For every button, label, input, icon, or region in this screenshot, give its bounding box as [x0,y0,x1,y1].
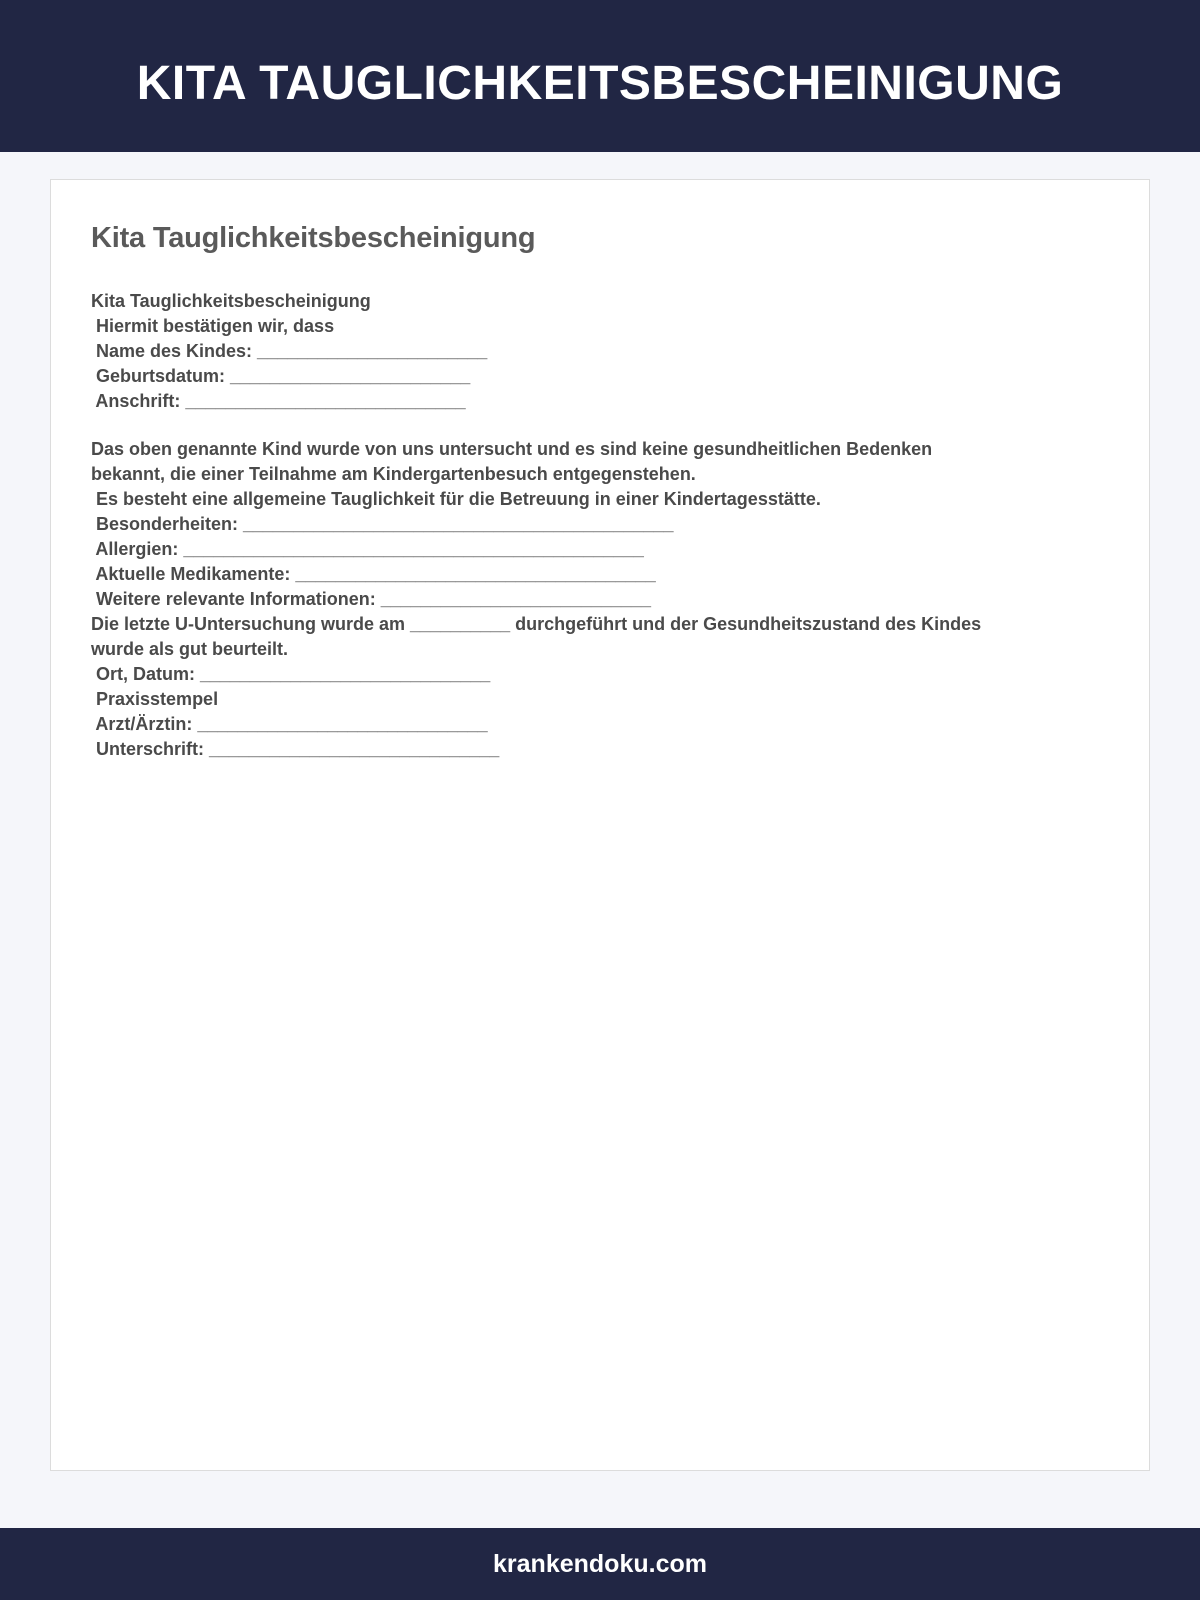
document-line: Hiermit bestätigen wir, dass [91,316,335,336]
footer-brand-link[interactable]: krankendoku.com [493,1549,707,1578]
page-header [0,0,1200,152]
document-line: Arzt/Ärztin: _____________________________ [91,714,488,734]
document-line: Allergien: ______________________________________________ [91,539,644,559]
document-section-intro [91,289,1109,414]
document-card [50,179,1150,1471]
page-header-title: KITA TAUGLICHKEITSBESCHEINIGUNG [136,56,1064,110]
document-line: Besonderheiten: ___________________________________________ [91,514,674,534]
document-line: Geburtsdatum: ________________________ [91,366,471,386]
document-line: Aktuelle Medikamente: ____________________________________ [91,564,656,584]
document-line: Es besteht eine allgemeine Tauglichkeit für die Betreuung in einer Kindertagesstätte. [91,489,821,509]
document-line: Weitere relevante Informationen: ___________________________ [91,589,652,609]
page-footer [0,1528,1200,1600]
document-line: Anschrift: ____________________________ [91,391,466,411]
document-line: Ort, Datum: _____________________________ [91,664,491,684]
document-line: Die letzte U-Untersuchung wurde am __________ durchgeführt und der Gesundheitszustand des Kindes [91,614,982,634]
document-body [91,289,1109,762]
document-section-assessment [91,437,1109,662]
document-section-signature [91,662,1109,762]
document-line: Unterschrift: _____________________________ [91,739,500,759]
document-title: Kita Tauglichkeitsbescheinigung [91,222,536,254]
document-line: bekannt, die einer Teilnahme am Kindergartenbesuch entgegenstehen. [91,464,696,484]
document-line: Name des Kindes: _______________________ [91,341,488,361]
document-line: Praxisstempel [91,689,219,709]
document-line: wurde als gut beurteilt. [91,639,289,659]
content-area [0,152,1200,1528]
document-line: Kita Tauglichkeitsbescheinigung [91,291,371,311]
document-line: Das oben genannte Kind wurde von uns untersucht und es sind keine gesundheitlichen Bedenken [91,439,933,459]
